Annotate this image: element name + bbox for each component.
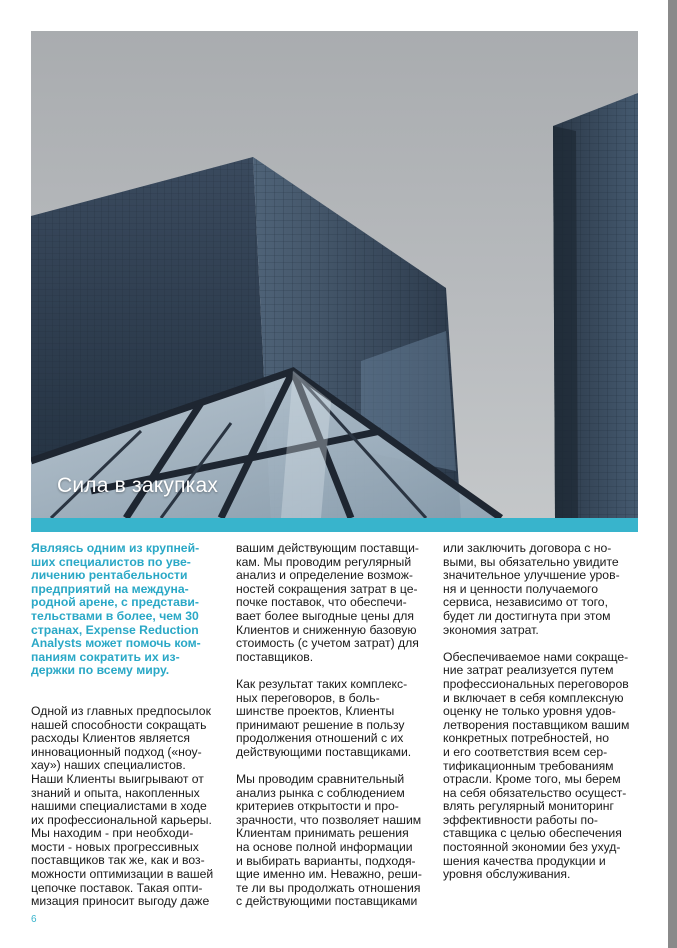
body-paragraph: вашим действующим поставщи- кам. Мы проводим регулярный анализ и определение возмож- ностей сокращения затрат в це- почке поставок, что обеспечи- вает более выгодные цены для Клиентов и сниженную базовую стоимость (с учетом затрат) для поставщиков. [236,541,419,664]
body-paragraph: Обеспечиваемое нами сокраще- ние затрат реализуется путем профессиональных переговоров и включает в себя комплексную оценку не только уровня удов- летворения поставщиком вашим конкретных потребностей, но и его соответствия всем сер- тификационным требованиям отрасли. Кроме того, мы берем на себя обязательство осущест- влять регулярный мониторинг эффективности работы по- ставщика с целью обеспечения постоянной экономии без ухуд- шения качества продукции и уровня обслуживания. [443,649,630,882]
accent-bar [31,518,638,532]
text-column-2 [236,542,434,923]
body-paragraph: Как результат таких комплекс- ных переговоров, в боль- шинстве проектов, Клиенты принимают решение в пользу продолжения отношений с их действующими поставщиками. [236,676,412,759]
hero-image [31,31,638,518]
body-paragraph: или заключить договора с но- выми, вы обязательно увидите значительное улучшение уров- ня и ценности получаемого сервиса, независимо от того, будет ли достигнута при этом экономия затрат. [443,541,620,637]
body-paragraph: Одной из главных предпосылок нашей способности сокращать расходы Клиентов является инновационный подход («ноу- хау») наших специалистов. Наши Клиенты выигрывают от знаний и опыта, накопленных нашими специалистами в ходе их профессиональной карьеры. Мы находим - при необходи- мости - новых прогрессивных поставщиков так же, как и воз- можности оптимизации в вашей цепочке поставок. Такая опти- мизация приносит выгоду даже [31,703,214,909]
hero-title: Сила в закупках [57,474,219,497]
text-column-1 [31,542,227,922]
body-paragraph: Мы проводим сравнительный анализ рынка с соблюдением критериев открытости и про- зрачности, что позволяет нашим Клиентам принимать решения на основе полной информации и выбирать варианты, подходя- щие именно им. Неважно, реши- те ли вы продолжать отношения с действующими поставщиками [236,772,422,909]
page-number: 6 [31,914,37,925]
skyscraper-illustration [31,31,638,518]
lead-paragraph: Являясь одним из крупней- ших специалистов по уве- личению рентабельности предприятий на междуна- родной арене, с представи- тельствами в более, чем 30 странах, Expense Reduction Analysts может помочь ком- паниям сократить их из- держки по всему миру. [31,541,201,678]
text-column-3 [443,542,639,895]
